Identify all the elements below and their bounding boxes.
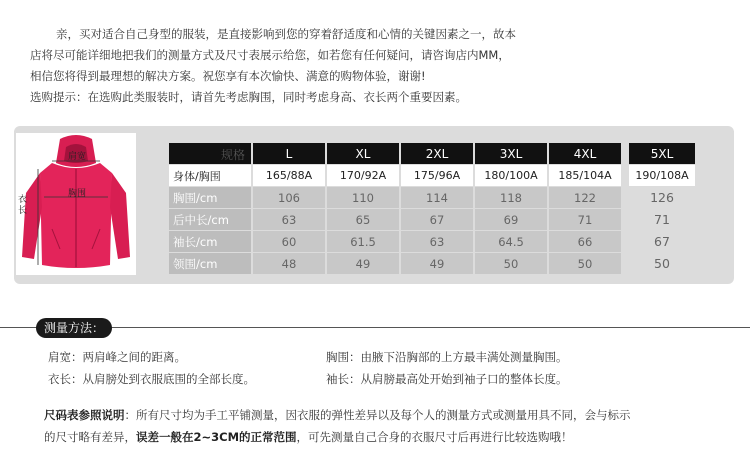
size-header-l: L	[253, 143, 325, 164]
table-cell: 71	[629, 209, 695, 230]
table-cell: 49	[401, 253, 473, 274]
jacket-label-shoulder: 肩宽	[68, 152, 87, 162]
size-table	[167, 142, 697, 275]
size-header-4xl: 4XL	[549, 143, 621, 164]
row-label: 胸围/cm	[169, 187, 251, 208]
table-cell: 64.5	[475, 231, 547, 252]
table-cell: 61.5	[327, 231, 399, 252]
table-header-row	[169, 143, 695, 164]
table-corner-top: 规格	[169, 143, 251, 164]
table-cell: 63	[253, 209, 325, 230]
table-cell: 50	[549, 253, 621, 274]
jacket-label-chest: 胸围	[68, 189, 87, 199]
table-cell: 67	[629, 231, 695, 252]
table-cell: 69	[475, 209, 547, 230]
method-chest: 胸围：由腋下沿胸部的上方最丰满处测量胸围。	[326, 350, 568, 364]
table-cell: 118	[475, 187, 547, 208]
jacket-label-length: 衣长	[18, 195, 28, 216]
table-cell: 63	[401, 231, 473, 252]
size-note	[44, 404, 734, 448]
row-label: 后中长/cm	[169, 209, 251, 230]
method-length: 衣长：从肩膀处到衣服底围的全部长度。	[48, 372, 255, 386]
size-header-xl: XL	[327, 143, 399, 164]
table-cell: 60	[253, 231, 325, 252]
note-text-1: ：所有尺寸均为手工平铺测量，因衣服的弹性差异以及每个人的测量方式或测量用具不同，会与标示	[124, 408, 631, 422]
table-cell: 114	[401, 187, 473, 208]
table-cell: 71	[549, 209, 621, 230]
method-sleeve: 袖长：从肩膀最高处开始到袖子口的整体长度。	[326, 372, 568, 386]
table-corner-bottom: 身体/胸围	[169, 165, 251, 186]
jacket-image	[16, 133, 136, 275]
body-cell: 185/104A	[549, 165, 621, 186]
intro-text	[30, 24, 730, 108]
table-cell: 50	[629, 253, 695, 274]
body-cell: 165/88A	[253, 165, 325, 186]
row-label: 袖长/cm	[169, 231, 251, 252]
note-bold-title: 尺码表参照说明	[44, 408, 125, 422]
table-cell: 49	[327, 253, 399, 274]
method-shoulder: 肩宽：两肩峰之间的距离。	[48, 350, 186, 364]
size-header-3xl: 3XL	[475, 143, 547, 164]
table-body-row	[169, 165, 695, 186]
table-cell: 48	[253, 253, 325, 274]
body-cell: 180/100A	[475, 165, 547, 186]
body-cell: 170/92A	[327, 165, 399, 186]
intro-line-1: 亲，买对适合自己身型的服装，是直接影响到您的穿着舒适度和心情的关键因素之一，故本	[56, 27, 516, 41]
row-label: 领围/cm	[169, 253, 251, 274]
table-row	[169, 209, 695, 230]
intro-line-2: 店将尽可能详细地把我们的测量方式及尺寸表展示给您，如若您有任何疑问，请咨询店内MM，	[30, 48, 510, 62]
intro-line-4: 选购提示：在选购此类服装时，请首先考虑胸围，同时考虑身高、衣长两个重要因素。	[30, 90, 467, 104]
table-cell: 126	[629, 187, 695, 208]
table-cell: 122	[549, 187, 621, 208]
note-text-2: 的尺寸略有差异，	[44, 430, 136, 444]
note-bold-range: 误差一般在2~3CM的正常范围	[136, 430, 297, 444]
intro-line-3: 相信您将得到最理想的解决方案。祝您享有本次愉快、满意的购物体验，谢谢!	[30, 69, 426, 83]
table-cell: 50	[475, 253, 547, 274]
table-row	[169, 253, 695, 274]
body-cell: 175/96A	[401, 165, 473, 186]
table-cell: 106	[253, 187, 325, 208]
table-cell: 67	[401, 209, 473, 230]
table-row	[169, 187, 695, 208]
size-header-5xl: 5XL	[629, 143, 695, 164]
body-cell: 190/108A	[629, 165, 695, 186]
method-divider	[0, 327, 750, 328]
table-cell: 110	[327, 187, 399, 208]
table-cell: 65	[327, 209, 399, 230]
note-text-3: ，可先测量自己合身的衣服尺寸后再进行比较选购哦！	[296, 430, 573, 444]
table-cell: 66	[549, 231, 621, 252]
size-header-2xl: 2XL	[401, 143, 473, 164]
method-title: 测量方法：	[36, 318, 112, 338]
table-row	[169, 231, 695, 252]
